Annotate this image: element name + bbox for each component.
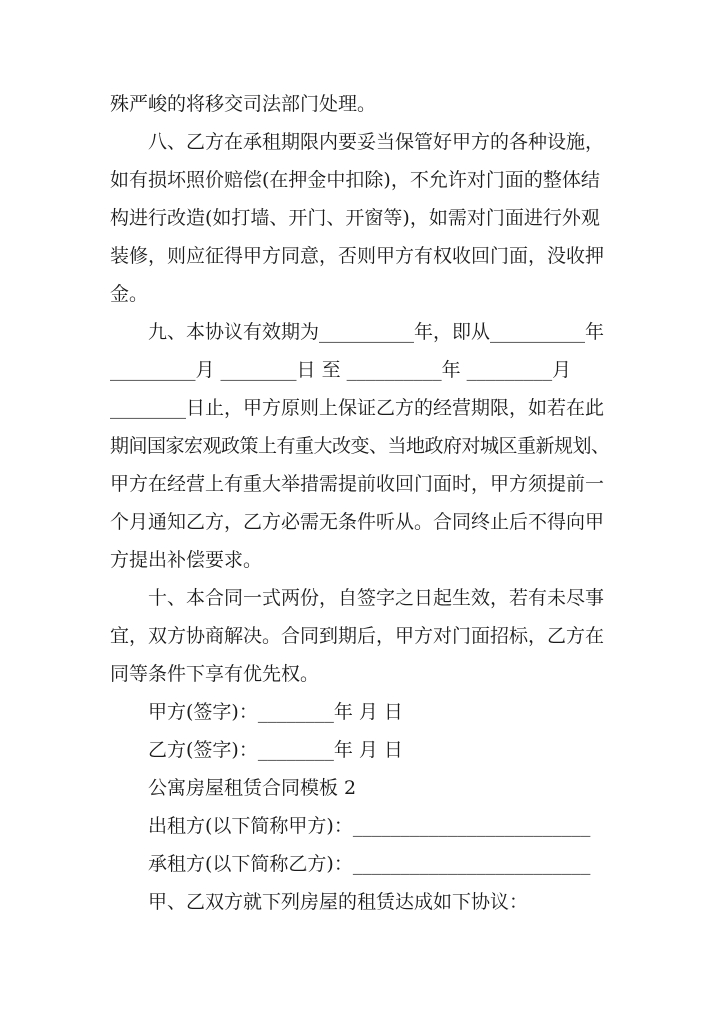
template-2-title: 公寓房屋租赁合同模板 2 bbox=[148, 777, 357, 799]
clause-9-line-2: _________月 ________日 至 __________年 _________月 bbox=[110, 359, 572, 381]
clause-9-line-5: 甲方在经营上有重大举措需提前收回门面时，甲方须提前一 bbox=[110, 473, 605, 495]
clause-8-line-4: 装修，则应征得甲方同意，否则甲方有权收回门面，没收押 bbox=[110, 245, 605, 267]
clause-10-line-1: 十、本合同一式两份，自签字之日起生效，若有未尽事 bbox=[148, 587, 605, 609]
text-line-1: 殊严峻的将移交司法部门处理。 bbox=[110, 93, 377, 115]
party-b-signature-line: 乙方(签字)：________年 月 日 bbox=[148, 739, 403, 761]
clause-8-line-1: 八、乙方在承租期限内要妥当保管好甲方的各种设施， bbox=[148, 131, 605, 153]
clause-8-line-3: 构进行改造(如打墙、开门、开窗等)，如需对门面进行外观 bbox=[110, 207, 600, 229]
clause-9-line-1: 九、本协议有效期为__________年，即从__________年 bbox=[148, 321, 605, 343]
clause-10-line-2: 宜，双方协商解决。合同到期后，甲方对门面招标，乙方在 bbox=[110, 625, 605, 647]
party-a-signature-line: 甲方(签字)：________年 月 日 bbox=[148, 701, 403, 723]
clause-9-line-4: 期间国家宏观政策上有重大改变、当地政府对城区重新规划、 bbox=[110, 435, 610, 457]
clause-9-line-3: ________日止，甲方原则上保证乙方的经营期限，如若在此 bbox=[110, 397, 605, 419]
clause-9-line-6: 个月通知乙方，乙方必需无条件听从。合同终止后不得向甲 bbox=[110, 511, 605, 533]
agreement-intro-line: 甲、乙双方就下列房屋的租赁达成如下协议： bbox=[148, 891, 529, 913]
clause-10-line-3: 同等条件下享有优先权。 bbox=[110, 663, 320, 685]
clause-9-line-7: 方提出补偿要求。 bbox=[110, 549, 263, 571]
lessor-line: 出租方(以下简称甲方)：_________________________ bbox=[148, 815, 591, 837]
clause-8-line-5: 金。 bbox=[110, 283, 149, 305]
lessee-line: 承租方(以下简称乙方)：_________________________ bbox=[148, 853, 591, 875]
clause-8-line-2: 如有损坏照价赔偿(在押金中扣除)，不允许对门面的整体结 bbox=[110, 169, 600, 191]
